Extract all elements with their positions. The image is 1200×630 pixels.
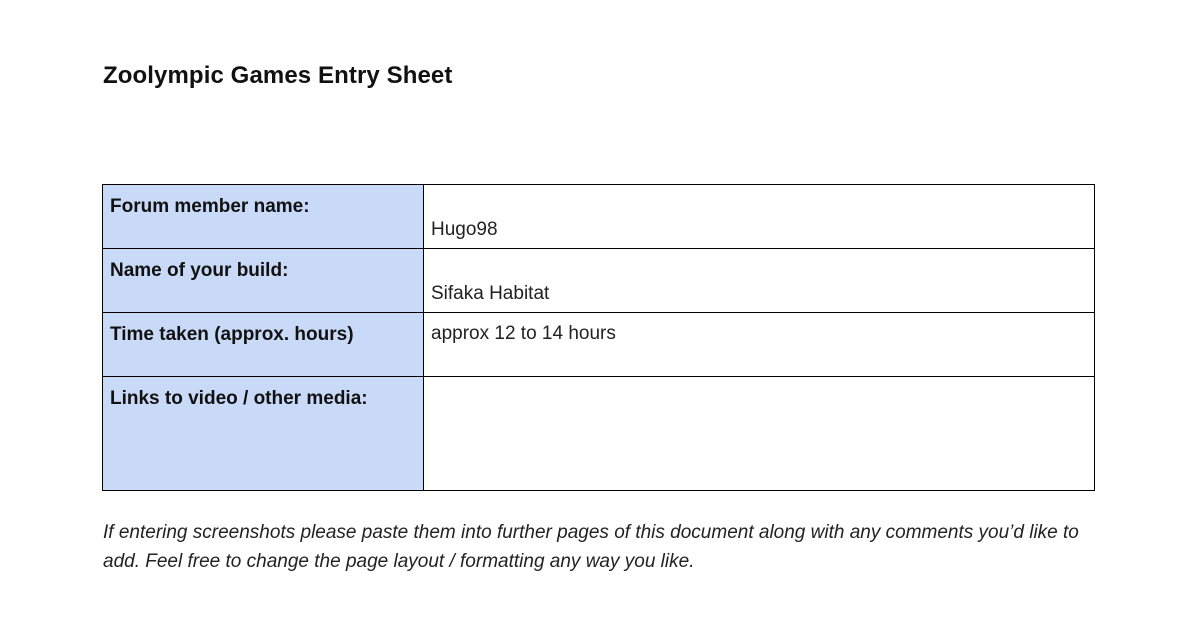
- value-cell-time-taken[interactable]: [424, 313, 1095, 377]
- table-row-member-name: [103, 185, 1095, 249]
- value-cell-member-name[interactable]: [424, 185, 1095, 249]
- build-name-label: Name of your build:: [110, 260, 289, 281]
- label-cell-time-taken: [103, 313, 424, 377]
- media-links-value[interactable]: [424, 377, 1094, 386]
- time-taken-label: Time taken (approx. hours): [110, 324, 354, 345]
- label-cell-build-name: [103, 249, 424, 313]
- member-name-value[interactable]: Hugo98: [431, 219, 498, 240]
- time-taken-value[interactable]: approx 12 to 14 hours: [431, 323, 616, 344]
- member-name-label: Forum member name:: [110, 196, 310, 217]
- table-row-time-taken: [103, 313, 1095, 377]
- build-name-value[interactable]: Sifaka Habitat: [431, 283, 550, 304]
- label-cell-member-name: [103, 185, 424, 249]
- entry-table: [102, 184, 1095, 491]
- value-cell-build-name[interactable]: [424, 249, 1095, 313]
- media-links-label: Links to video / other media:: [110, 388, 368, 409]
- table-row-media-links: [103, 377, 1095, 491]
- label-cell-media-links: [103, 377, 424, 491]
- instructions-note: If entering screenshots please paste them into further pages of this document along with any comments you’d like to add. Feel free to change the page layout / formatting any way you like.: [103, 522, 1079, 572]
- document-title: Zoolympic Games Entry Sheet: [103, 62, 453, 89]
- value-cell-media-links[interactable]: [424, 377, 1095, 491]
- table-row-build-name: [103, 249, 1095, 313]
